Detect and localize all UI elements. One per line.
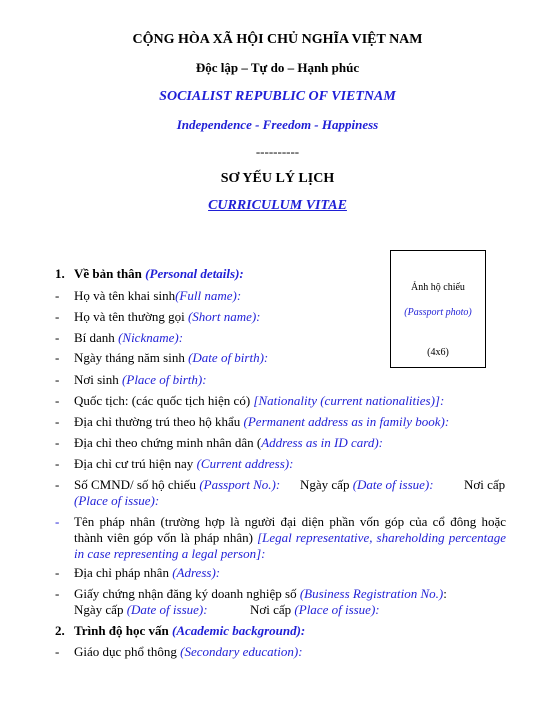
place-of-issue-label-vi: Nơi cấp [464, 477, 506, 492]
label-vi: Ngày tháng năm sinh [74, 350, 189, 365]
bullet: - [55, 565, 60, 580]
place-of-issue-label-en: (Place of issue): [74, 493, 160, 508]
bullet: - [55, 350, 60, 365]
label-en: (Secondary education): [180, 644, 303, 659]
label-en: (Business Registration No.) [299, 586, 444, 601]
passport-photo-box [390, 250, 486, 368]
label-en: (Date of issue): [126, 602, 208, 617]
bullet: - [55, 456, 60, 471]
bullet: - [55, 477, 60, 492]
label-vi: Nơi cấp [250, 602, 295, 617]
section-number: 2. [55, 623, 65, 638]
section-title-en: (Personal details): [145, 266, 244, 281]
passport-no-label [74, 477, 280, 493]
photo-size: (4x6) [427, 347, 449, 358]
label-vi: Giáo dục phổ thông [74, 644, 181, 659]
label-vi: Ngày cấp [300, 477, 353, 492]
section-title-vi: Trình độ học vấn [74, 623, 173, 638]
bullet: - [55, 330, 60, 345]
section-number: 1. [55, 266, 65, 281]
bullet: - [55, 288, 60, 303]
bullet: - [55, 372, 60, 387]
photo-label-en: (Passport photo) [404, 307, 472, 318]
biz-place-of-issue-label [250, 602, 380, 618]
label-en: (Full name): [175, 288, 242, 303]
label-vi: Nơi sinh [74, 372, 123, 387]
motto-en: Independence - Freedom - Happiness [176, 117, 379, 132]
business-registration-label [74, 586, 506, 602]
bullet: - [55, 435, 60, 450]
label-en: [Nationality (current nationalities)]: [253, 393, 445, 408]
bullet: - [55, 393, 60, 408]
document-title-en: CURRICULUM VITAE [208, 198, 347, 213]
photo-label-vi: Ảnh hộ chiếu [411, 282, 465, 293]
document-title-vi: SƠ YẾU LÝ LỊCH [220, 171, 335, 186]
bullet: - [55, 586, 60, 601]
biz-date-of-issue-label [74, 602, 208, 618]
section-title-vi: Về bản thân [74, 266, 142, 281]
label-en: Address as in ID card): [261, 435, 384, 450]
label-vi: Bí danh [74, 330, 119, 345]
separator: ---------- [255, 144, 300, 159]
label-en: (Permanent address as in family book): [243, 414, 450, 429]
label-vi: Họ và tên khai sinh [74, 288, 176, 303]
section-title-en: (Academic background): [172, 623, 306, 638]
label-vi: Địa chỉ thường trú theo hộ khẩu [74, 414, 244, 429]
label-en: (Nickname): [118, 330, 184, 345]
label-en: (Current address): [196, 456, 294, 471]
bullet: - [55, 414, 60, 429]
date-of-issue-label [300, 477, 434, 493]
label-vi: Ngày cấp [74, 602, 127, 617]
label-vi: Địa chỉ cư trú hiện nay [74, 456, 197, 471]
label-en: (Passport No.): [199, 477, 281, 492]
colon: : [443, 586, 447, 601]
legal-representative-label [74, 514, 506, 562]
label-vi: Số CMND/ số hộ chiếu [74, 477, 200, 492]
label-vi: Tên pháp nhân (trường hợp là người đại diện phần vốn góp của cổ đông hoặc thành viên góp vốn là pháp nhân) [74, 514, 506, 545]
motto-vi: Độc lập – Tự do – Hạnh phúc [195, 60, 360, 75]
label-vi: Họ và tên thường gọi [74, 309, 188, 324]
label-en: (Date of birth): [188, 350, 269, 365]
label-en: (Place of birth): [122, 372, 207, 387]
label-en: (Date of issue): [352, 477, 434, 492]
label-vi: Địa chỉ pháp nhân [74, 565, 173, 580]
label-en: (Place of issue): [294, 602, 380, 617]
national-title-vi: CỘNG HÒA XÃ HỘI CHỦ NGHĨA VIỆT NAM [132, 32, 423, 47]
label-vi: Quốc tịch: (các quốc tịch hiện có) [74, 393, 254, 408]
label-vi: Địa chỉ theo chứng minh nhân dân ( [74, 435, 262, 450]
label-en: (Short name): [187, 309, 261, 324]
label-en: [Legal representative, shareholding percentage in case representing a legal person]: [74, 530, 507, 561]
label-vi: Giấy chứng nhận đăng ký doanh nghiệp số [74, 586, 300, 601]
label-en: (Adress): [172, 565, 221, 580]
national-title-en: SOCIALIST REPUBLIC OF VIETNAM [159, 89, 396, 104]
bullet: - [55, 309, 60, 324]
bullet: - [55, 644, 60, 659]
bullet: - [55, 514, 60, 529]
